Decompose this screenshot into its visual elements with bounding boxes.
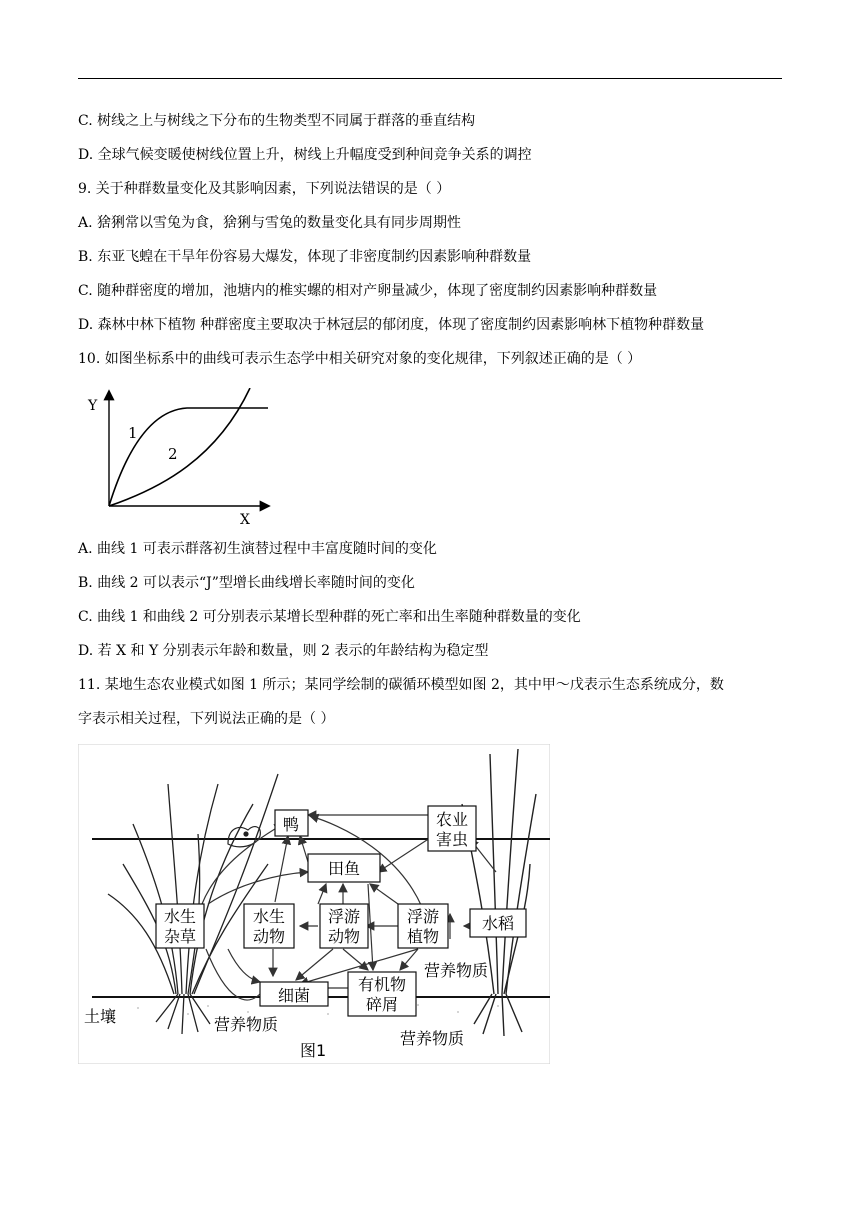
option-9c: C. 随种群密度的增加，池塘内的椎实螺的相对产卵量减少，体现了密度制约因素影响种群数量 <box>78 283 658 299</box>
option-10b: B. 曲线 2 可以表示“J”型增长曲线增长率随时间的变化 <box>78 575 415 591</box>
duck-label: 鸭 <box>282 815 300 834</box>
organic-detritus-label-line2: 碎屑 <box>365 995 399 1014</box>
phytoplankton-label-line2: 植物 <box>406 927 440 946</box>
option-9a: A. 猞猁常以雪兔为食，猞猁与雪兔的数量变化具有同步周期性 <box>78 215 462 231</box>
question-11-line1: 11. 某地生态农业模式如图 1 所示；某同学绘制的碳循环模型如图 2，其中甲～戊表示生态系统成分，数 <box>78 677 724 693</box>
option-8c: C. 树线之上与树线之下分布的生物类型不同属于群落的垂直结构 <box>78 113 476 129</box>
organic-detritus-label-line1: 有机物 <box>357 975 407 994</box>
figure-1-diagram <box>78 744 550 1064</box>
nutrient-label-soil-right: 营养物质 <box>400 1029 465 1048</box>
pest-label-line2: 害虫 <box>435 830 469 849</box>
curve-graph <box>82 388 282 530</box>
question-11-line2: 字表示相关过程，下列说法正确的是（ ） <box>78 711 335 727</box>
bacteria-label: 细菌 <box>277 986 311 1005</box>
zooplankton-label-line2: 动物 <box>327 927 361 946</box>
fish-label: 田鱼 <box>327 859 361 878</box>
option-10d: D. 若 X 和 Y 分别表示年龄和数量，则 2 表示的年龄结构为稳定型 <box>78 643 489 659</box>
aquatic-animal-label-line2: 动物 <box>252 927 286 946</box>
rice-label: 水稻 <box>481 914 515 933</box>
curve-2-label: 2 <box>168 445 178 463</box>
phytoplankton-label-line1: 浮游 <box>406 907 440 926</box>
question-10: 10. 如图坐标系中的曲线可表示生态学中相关研究对象的变化规律，下列叙述正确的是（ ） <box>78 351 642 367</box>
y-axis-label: Y <box>88 398 98 414</box>
curve-1-label: 1 <box>128 424 138 442</box>
option-8d: D. 全球气候变暖使树线位置上升，树线上升幅度受到种间竞争关系的调控 <box>78 147 532 163</box>
pest-label-line1: 农业 <box>435 810 469 829</box>
aquatic-weed-label-line2: 杂草 <box>163 927 197 946</box>
x-axis-label: X <box>240 512 250 528</box>
option-10a: A. 曲线 1 可表示群落初生演替过程中丰富度随时间的变化 <box>78 541 437 557</box>
curve-1 <box>109 408 268 506</box>
option-10c: C. 曲线 1 和曲线 2 可分别表示某增长型种群的死亡率和出生率随种群数量的变化 <box>78 609 581 625</box>
option-9b: B. 东亚飞蝗在干旱年份容易大爆发，体现了非密度制约因素影响种群数量 <box>78 249 532 265</box>
question-9: 9. 关于种群数量变化及其影响因素，下列说法错误的是（ ） <box>78 181 451 197</box>
aquatic-animal-label-line1: 水生 <box>252 907 286 926</box>
zooplankton-label-line1: 浮游 <box>327 907 361 926</box>
option-9d: D. 森林中林下植物 种群密度主要取决于林冠层的郁闭度，体现了密度制约因素影响林下植物种群数量 <box>78 317 705 333</box>
nutrient-label-water: 营养物质 <box>424 961 489 980</box>
aquatic-weed-label-line1: 水生 <box>163 907 197 926</box>
curve-2 <box>109 388 250 506</box>
header-rule <box>78 78 782 79</box>
figure-1-caption: 图1 <box>300 1041 327 1060</box>
nutrient-label-soil-left: 营养物质 <box>214 1015 279 1034</box>
soil-label: 土壤 <box>84 1007 117 1026</box>
